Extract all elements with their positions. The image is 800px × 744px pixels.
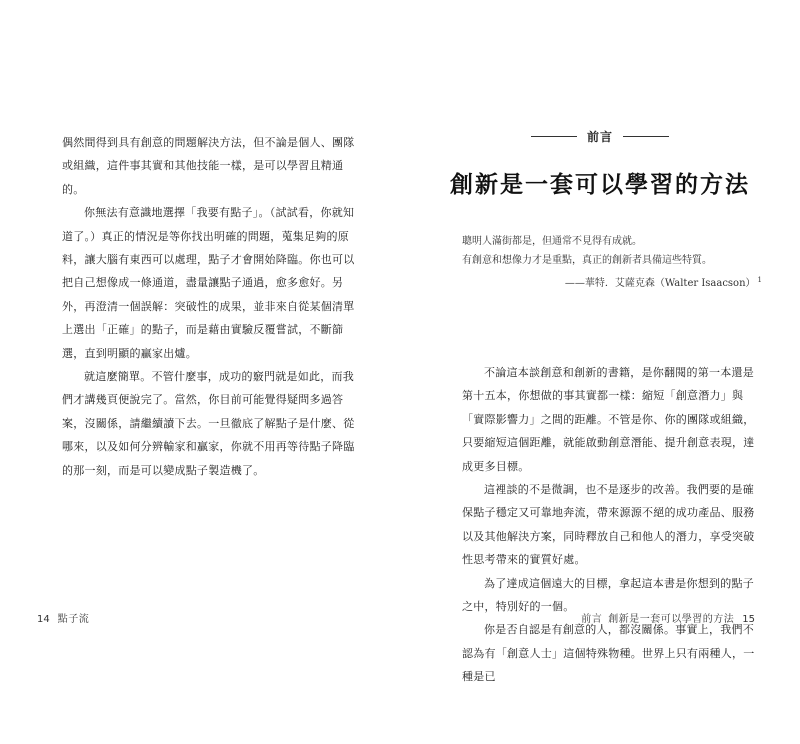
chapter-title: 創新是一套可以學習的方法 xyxy=(450,172,750,198)
paragraph: 就這麼簡單。不管什麼事，成功的竅門就是如此，而我們才講幾頁便說完了。當然，你目前可能覺得疑問多過答案，沒關係，請繼續讀下去。一旦徹底了解點子是什麼、從哪來，以及如何分辨輸家和贏家，你就不用再等待點子降臨的那一刻，而是可以變成點子製造機了。 xyxy=(62,370,355,477)
right-page-footer xyxy=(581,610,763,625)
decorative-rule-left xyxy=(531,136,577,137)
paragraph: 這裡談的不是微調，也不是逐步的改善。我們要的是確保點子穩定又可靠地奔流，帶來源源不絕的成功產品、服務以及其他解決方案，同時釋放自己和他人的潛力，享受突破性思考帶來的實質好處。 xyxy=(462,483,755,567)
chapter-label-row xyxy=(400,128,800,145)
left-page-body xyxy=(62,131,362,482)
paragraph: 為了達成這個遠大的目標，拿起這本書是你想到的點子之中，特別好的一個。 xyxy=(462,576,754,614)
running-head: 點子流 xyxy=(57,614,90,625)
paragraph: 偶然間得到具有創意的問題解決方法，但不論是個人、團隊或組織，這件事其實和其他技能一樣，是可以學習且精通的。 xyxy=(62,136,355,196)
running-head: 創新是一套可以學習的方法 xyxy=(608,614,735,625)
page-number: 15 xyxy=(742,614,755,625)
epigraph-line: 有創意和想像力才是重點，真正的創新者具備這些特質。 xyxy=(462,255,712,266)
page-number: 14 xyxy=(37,614,50,625)
right-page xyxy=(400,0,800,744)
section-label: 前言 xyxy=(581,614,603,625)
footnote-marker[interactable]: 1 xyxy=(757,275,762,284)
attribution-text: ——華特．艾薩克森（Walter Isaacson） xyxy=(564,278,756,289)
decorative-rule-right xyxy=(623,136,669,137)
paragraph: 你是否自認是有創意的人，都沒關係。事實上，我們不認為有「創意人士」這個特殊物種。世界上只有兩種人，一種是已 xyxy=(462,623,755,684)
paragraph: 不論這本談創意和創新的書籍，是你翻閱的第一本還是第十五本，你想做的事其實都一樣：縮短「創意潛力」與「實際影響力」之間的距離。不管是你、你的團隊或組織，只要縮短這個距離，就能啟動創意潛能、提升創意表現，達成更多目標。 xyxy=(462,366,755,473)
epigraph xyxy=(462,232,762,270)
chapter-label: 前言 xyxy=(586,130,613,144)
paragraph: 你無法有意識地選擇「我要有點子」。（試試看，你就知道了。）真正的情況是等你找出明確的問題，蒐集足夠的原料，讓大腦有東西可以處理，點子才會開始降臨。你也可以把自己想像成一條通道，盡量讓點子通過，愈多愈好。另外，再澄清一個誤解：突破性的成果，並非來自從某個清單上選出「正確」的點子，而是藉由實驗反覆嘗試，不斷篩選，直到明顯的贏家出爐。 xyxy=(62,206,355,360)
epigraph-attribution xyxy=(565,274,762,289)
right-page-body xyxy=(462,361,762,689)
epigraph-line: 聰明人滿街都是，但通常不見得有成就。 xyxy=(462,236,642,247)
left-page-footer xyxy=(29,610,89,625)
